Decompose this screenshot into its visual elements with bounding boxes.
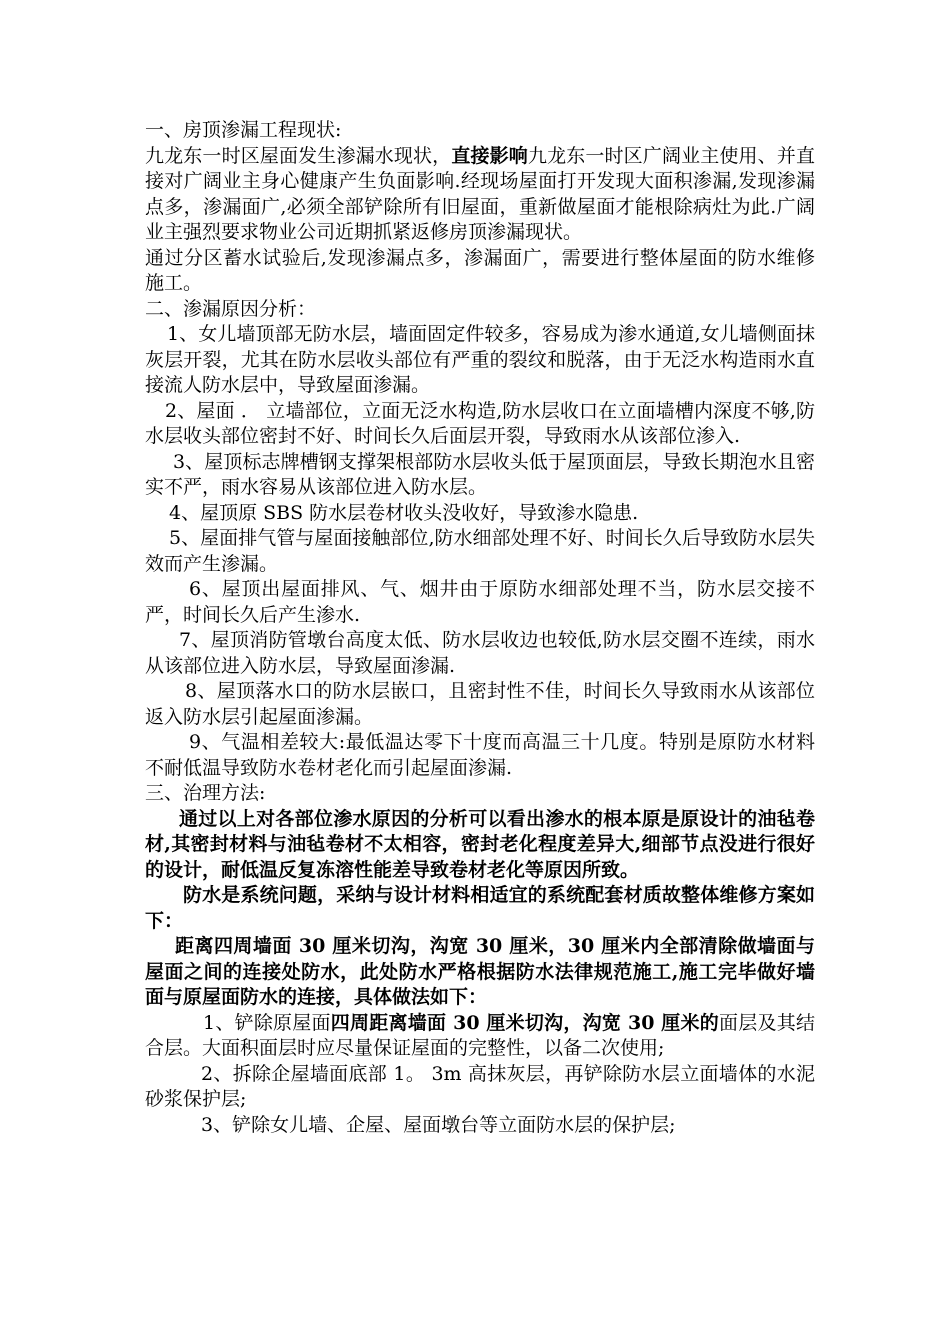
document-page bbox=[145, 118, 815, 1138]
cause-item: 1、女儿墙顶部无防水层，墙面固定件较多，容易成为渗水通道,女儿墙侧面抹灰层开裂，尤其在防水层收头部位有严重的裂纹和脱落，由于无泛水构造雨水直接流人防水层中，导致屋面渗漏。 bbox=[145, 323, 815, 396]
section-heading-status: 一、房顶渗漏工程现状: bbox=[145, 119, 342, 141]
status-paragraph bbox=[145, 144, 815, 246]
method-bold-paragraph: 防水是系统问题，采纳与设计材料相适宜的系统配套材质故整体维修方案如下： bbox=[145, 884, 815, 932]
cause-item: 3、屋顶标志牌槽钢支撑架根部防水层收头低于屋顶面层，导致长期泡水且密实不严，雨水容易从该部位进入防水层。 bbox=[145, 450, 815, 498]
cause-item: 5、屋面排气管与屋面接触部位,防水细部处理不好、时间长久后导致防水层失效而产生渗漏。 bbox=[145, 527, 815, 575]
step1-text-bold: 四周距离墙面 30 厘米切沟，沟宽 30 厘米的 bbox=[330, 1011, 720, 1034]
status-text-a: 九龙东一时区屋面发生渗漏水现状， bbox=[145, 144, 452, 167]
method-step: 2、拆除企屋墙面底部 1。 3m 高抹灰层，再铲除防水层立面墙体的水泥砂浆保护层; bbox=[145, 1062, 815, 1110]
method-step: 3、铲除女儿墙、企屋、屋面墩台等立面防水层的保护层; bbox=[201, 1113, 676, 1136]
cause-item: 7、屋顶消防管墩台高度太低、防水层收边也较低,防水层交圈不连续，雨水从该部位进入防水层，导致屋面渗漏. bbox=[145, 629, 815, 677]
step1-text-a: 1、铲除原屋面 bbox=[203, 1011, 331, 1034]
cause-item: 2、屋面 ． 立墙部位，立面无泛水构造,防水层收口在立面墙槽内深度不够,防水层收头部位密封不好、时间长久后面层开裂，导致雨水从该部位渗入. bbox=[145, 399, 815, 447]
method-bold-paragraph: 距离四周墙面 30 厘米切沟，沟宽 30 厘米，30 厘米内全部清除做墙面与屋面之间的连接处防水，此处防水严格根据防水法律规范施工,施工完毕做好墙面与原屋面防水的连接，具体做法如下： bbox=[145, 935, 815, 1008]
status-text-b: 九龙东一时区广阔业主使用、并直接对广阔业主身心健康产生负面影响.经现场屋面打开发现大面积渗漏,发现渗漏点多，渗漏面广,必须全部铲除所有旧屋面，重新做屋面才能根除病灶为此.广阔业主强烈要求物业公司近期抓紧返修房顶渗漏现状。 bbox=[145, 144, 815, 243]
cause-item: 8、屋顶落水口的防水层嵌口，且密封性不佳，时间长久导致雨水从该部位返入防水层引起屋面渗漏。 bbox=[145, 680, 815, 728]
test-paragraph: 通过分区蓄水试验后,发现渗漏点多，渗漏面广，需要进行整体屋面的防水维修施工。 bbox=[145, 246, 815, 294]
method-step bbox=[145, 1011, 815, 1062]
section-heading-causes: 二、渗漏原因分析： bbox=[145, 297, 317, 320]
step1-text-b: 面层及其结合层。大面积面层时应尽量保证屋面的完整性，以备二次使用; bbox=[145, 1011, 815, 1059]
section-heading-methods: 三、治理方法: bbox=[145, 782, 266, 804]
cause-item: 6、屋顶出屋面排风、气、烟井由于原防水细部处理不当，防水层交接不严，时间长久后产生渗水. bbox=[145, 578, 815, 626]
status-text-bold: 直接影响 bbox=[451, 144, 528, 167]
cause-item: 4、屋顶原 SBS 防水层卷材收头没收好，导致渗水隐患. bbox=[169, 501, 639, 524]
method-bold-paragraph: 通过以上对各部位渗水原因的分析可以看出渗水的根本原是原设计的油毡卷材,其密封材料与油毡卷材不太相容，密封老化程度差异大,细部节点没进行很好的设计，耐低温反复冻溶性能差导致卷材老化等原因所致。 bbox=[145, 807, 815, 881]
cause-item: 9、气温相差较大:最低温达零下十度而高温三十几度。特别是原防水材料不耐低温导致防水卷材老化而引起屋面渗漏. bbox=[145, 731, 815, 779]
